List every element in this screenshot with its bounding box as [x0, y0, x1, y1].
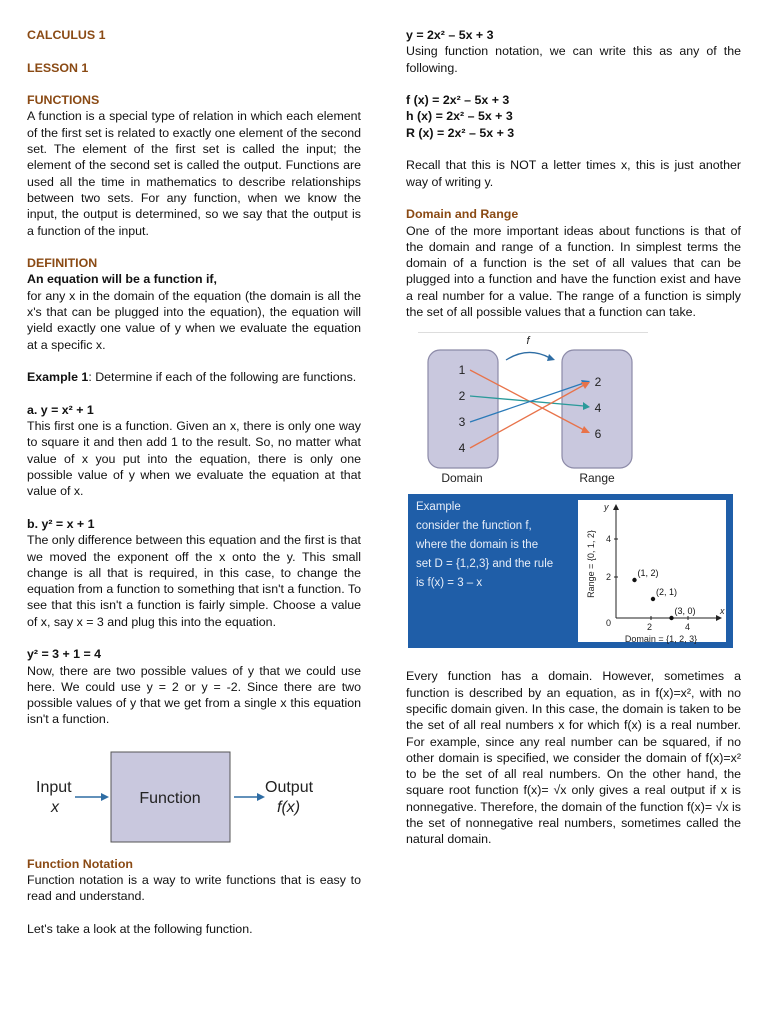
function-machine-diagram	[27, 748, 327, 848]
graph-range-label: Range = {0, 1, 2}	[586, 530, 596, 599]
range-value-6: 6	[594, 427, 602, 442]
definition-bold: An equation will be a function if,	[27, 272, 217, 287]
diagram-input-var: x	[51, 798, 59, 816]
mapping-range-label: Range	[579, 471, 615, 486]
example-1	[27, 369, 361, 385]
diagram-box-label: Function	[139, 789, 201, 807]
domain-value-3: 3	[458, 415, 466, 430]
domain-value-1: 1	[458, 363, 466, 378]
part-b-text: The only difference between this equation and the first is that we moved the exponent off the x onto the y. This small change is all that is required, in this case, to change the equation from a function to something that isn't a function. To see that this isn't a function is fairly simple. Choose a value of x, say x = 3 and plug this into the equation.	[27, 533, 361, 629]
tick-y-4: 4	[606, 534, 612, 545]
domain-range-heading: Domain and Range	[406, 207, 519, 222]
part-b-equation: y² = 3 + 1 = 4	[27, 647, 102, 662]
graph-point-label: (3, 0)	[674, 606, 696, 617]
example-line-1: Example	[416, 501, 461, 514]
example-line-2: consider the function f,	[416, 520, 532, 533]
functions-heading: FUNCTIONS	[27, 93, 100, 108]
main-equation: y = 2x² – 5x + 3	[406, 28, 494, 42]
definition-paragraph: for any x in the domain of the equation (the domain is all the x's that can be plugged into the equation), the equation will yield exactly one value of y when we evaluate the equation at a specific x.	[27, 288, 361, 352]
x-axis-label: x	[720, 606, 725, 617]
example-1-label: Example 1	[27, 370, 89, 385]
tick-x-2: 2	[647, 622, 653, 633]
right-column	[406, 27, 741, 848]
diagram-output-var: f(x)	[277, 798, 301, 816]
recall-text: Recall that this is NOT a letter times x, this is just another way of writing y.	[406, 158, 741, 189]
example-graph-box	[408, 494, 733, 648]
y-axis-label: y	[604, 502, 609, 513]
part-a-text: This first one is a function. Given an x, there is only one way to square it and then add 1 to the result. So, no matter what value of x you put into the equation, there is only one possible value of y when we evaluate the equation at that value of x.	[27, 419, 361, 499]
graph-point-label: (1, 2)	[637, 568, 659, 579]
domain-value-4: 4	[458, 441, 466, 456]
graph-point-label: (2, 1)	[656, 587, 678, 598]
range-value-2: 2	[594, 375, 602, 390]
notation-intro: Using function notation, we can write this as any of the following.	[406, 44, 741, 75]
domain-paragraph: Every function has a domain. However, sometimes a function is described by an equation, as in f(x)=x², with no specific domain given. In this case, the domain is taken to be the set of all real numbers x for which f(x) is a real number. For example, since any real number can be squared, if no other domain is specified, we consider the domain of f(x)=x² to be the set of all real numbers. On the other hand, the square root function f(x)= √x only gives a real output if x is nonnegative. Therefore, the domain of the function f(x)= √x is the set of nonnegative real numbers, sometimes called the natural domain.	[406, 669, 741, 847]
notation-paragraph: Function notation is a way to write functions that is easy to read and understand.	[27, 873, 361, 904]
definition-heading: DEFINITION	[27, 256, 98, 271]
example-line-4: set D = {1,2,3} and the rule	[416, 558, 554, 571]
mapping-diagram	[418, 332, 648, 490]
graph-point	[669, 616, 673, 620]
equation-f: f (x) = 2x² – 5x + 3	[406, 93, 510, 108]
diagram-input-label: Input	[36, 778, 72, 796]
equation-h: h (x) = 2x² – 5x + 3	[406, 109, 513, 124]
notation-heading: Function Notation	[27, 856, 133, 871]
example-line-5: is f(x) = 3 – x	[416, 577, 483, 590]
graph-domain-label: Domain = {1, 2, 3}	[624, 634, 698, 645]
part-a-label: a. y = x² + 1	[27, 402, 94, 417]
equation-r: R (x) = 2x² – 5x + 3	[406, 125, 515, 140]
tick-x-4: 4	[685, 622, 691, 633]
lesson-title: LESSON 1	[27, 60, 89, 75]
functions-paragraph: A function is a special type of relation in which each element of the first set is related to exactly one element of the second set. The element of the first set is called the input; the element of the second set is called the output. Functions are used all the time in mathematics to describe relationships between two sets. For any function, when we know the input, the output is determined, so we say that the output is a function of the input.	[27, 109, 361, 238]
mapping-f-label: f	[526, 335, 530, 348]
diagram-output-label: Output	[265, 778, 314, 796]
left-column	[27, 27, 361, 937]
graph-point	[632, 578, 636, 582]
domain-range-paragraph: One of the more important ideas about functions is that of the domain and range of a function. In simplest terms the domain of a function is the set of all values that can be plugged into a function and have the function exist and have a real number for a value. The range of a function is simply the set of all possible values that a function can take.	[406, 223, 741, 320]
tick-y-2: 2	[606, 572, 612, 583]
example-line-3: where the domain is the	[416, 539, 539, 552]
mapping-domain-label: Domain	[441, 471, 483, 486]
range-value-4: 4	[594, 401, 602, 416]
lookat-text: Let's take a look at the following function.	[27, 921, 253, 936]
domain-value-2: 2	[458, 389, 466, 404]
tick-x-0: 0	[606, 618, 612, 629]
example-1-text: : Determine if each of the following are functions.	[88, 370, 357, 385]
course-title: CALCULUS 1	[27, 28, 106, 42]
graph-point	[651, 597, 655, 601]
part-b-text-2: Now, there are two possible values of y that we could use here. We could use y = 2 or y = -2. Since there are two possible values of y that we get from a single x this equation isn't a function.	[27, 663, 361, 727]
part-b-label: b. y² = x + 1	[27, 516, 95, 531]
